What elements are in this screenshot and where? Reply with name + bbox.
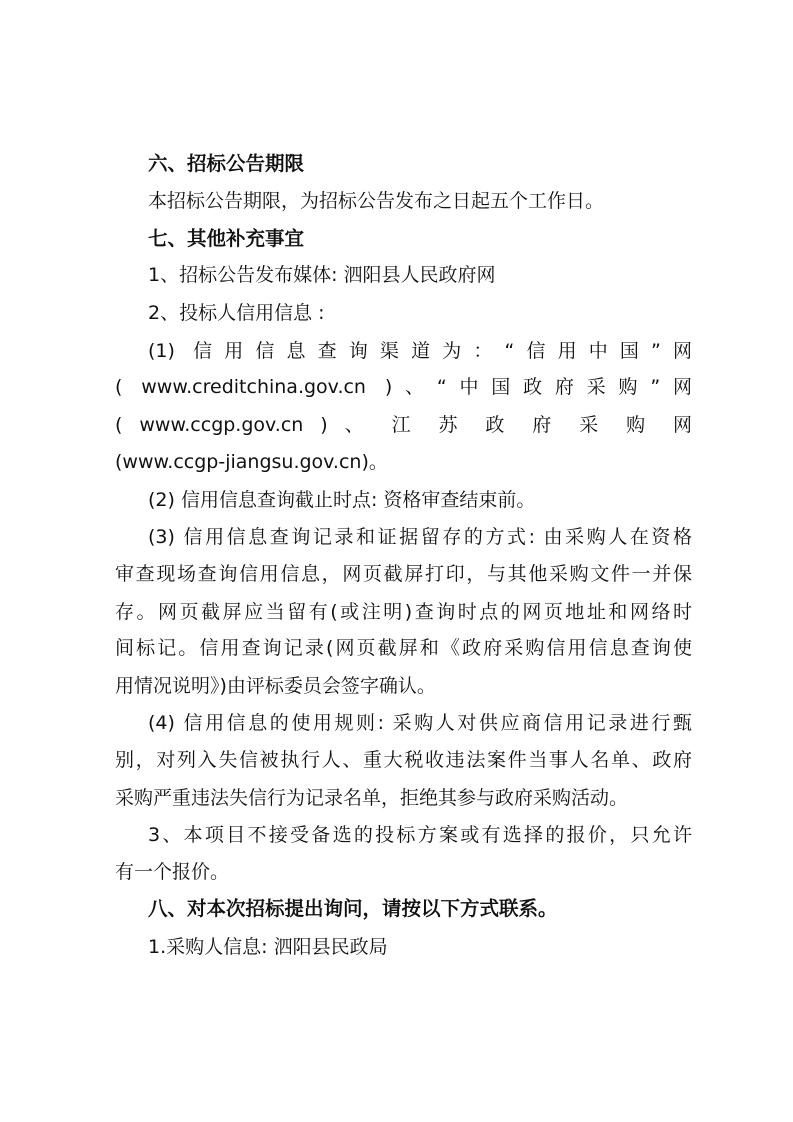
item-2-credit-info: 2、投标人信用信息 :: [148, 302, 325, 324]
item-1-media: 1、招标公告发布媒体: 泗阳县人民政府网: [148, 264, 496, 286]
credit-1-line-2: ( www.creditchina.gov.cn )、“中国政府采购”网: [115, 376, 692, 398]
credit-3-line-5: 用情况说明》)由评标委员会签字确认。: [115, 675, 436, 697]
credit-3-line-1: (3) 信用信息查询记录和证据留存的方式: 由采购人在资格: [148, 526, 692, 548]
credit-1-line-3: ( www.ccgp.gov.cn ) 、 江 苏 政 府 采 购 网: [115, 414, 692, 436]
section-8-heading: 八、对本次招标提出询问，请按以下方式联系。: [148, 897, 558, 920]
section-7-heading: 七、其他补充事宜: [148, 227, 305, 250]
credit-4-line-2: 别，对列入失信被执行人、重大税收违法案件当事人名单、政府: [115, 749, 692, 771]
credit-3-line-4: 间标记。信用查询记录(网页截屏和《政府采购信用信息查询使: [115, 637, 692, 659]
credit-1-line-4: (www.ccgp-jiangsu.gov.cn)。: [115, 451, 388, 473]
credit-3-line-3: 存。网页截屏应当留有(或注明)查询时点的网页地址和网络时: [115, 601, 692, 623]
item-3-line-2: 有一个报价。: [115, 861, 230, 883]
contact-1-purchaser: 1.采购人信息: 泗阳县民政局: [148, 936, 388, 958]
item-3-line-1: 3、本项目不接受备选的投标方案或有选择的报价，只允许: [148, 824, 692, 846]
credit-4-line-1: (4) 信用信息的使用规则: 采购人对供应商信用记录进行甄: [148, 712, 692, 734]
section-6-body: 本招标公告期限，为招标公告发布之日起五个工作日。: [148, 190, 605, 212]
credit-1-line-1: (1) 信用信息查询渠道为：“信用中国”网: [148, 340, 692, 362]
section-6-heading: 六、招标公告期限: [148, 152, 305, 175]
credit-3-line-2: 审查现场查询信用信息，网页截屏打印，与其他采购文件一并保: [115, 563, 692, 585]
credit-2: (2) 信用信息查询截止时点: 资格审查结束前。: [148, 489, 536, 511]
credit-4-line-3: 采购严重违法失信行为记录名单，拒绝其参与政府采购活动。: [115, 787, 629, 809]
